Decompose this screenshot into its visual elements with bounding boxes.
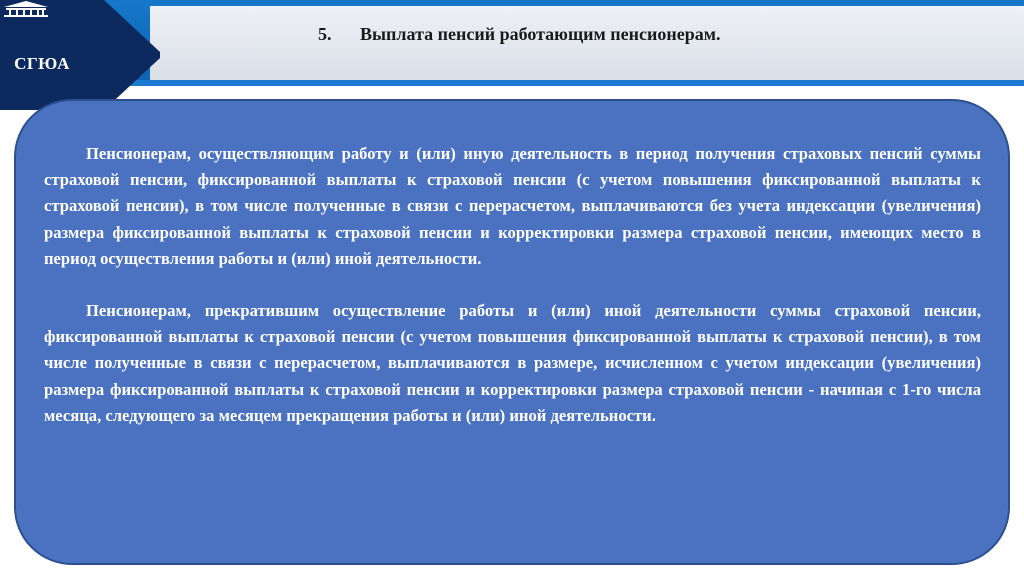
section-number: 5. [318, 24, 332, 44]
content-text [44, 141, 981, 455]
page-title [318, 24, 721, 45]
paragraph-stopped-working-pensioners: Пенсионерам, прекратившим осуществление работы и (или) иной деятельности суммы страховой пенсии, фиксированной выплаты к страховой пенсии (с учетом повышения фиксированной выплаты к страховой пенсии), в том числе полученные в связи с перерасчетом, выплачиваются в размере, исчисленном с учетом индексации (увеличения) размера фиксированной выплаты к страховой пенсии и корректировки размера страховой пенсии - начиная с 1-го числа месяца, следующего за месяцем прекращения работы и (или) иной деятельности. [44, 301, 981, 425]
logo-block [0, 0, 160, 110]
paragraph-working-pensioners: Пенсионерам, осуществляющим работу и (или) иную деятельность в период получения страховых пенсий суммы страховой пенсии, фиксированной выплаты к страховой пенсии (с учетом повышения фиксированной выплаты к страховой пенсии), в том числе полученные в связи с перерасчетом, выплачиваются без учета индексации (увеличения) размера фиксированной выплаты к страховой пенсии и корректировки размера страховой пенсии, имеющих место в период осуществления работы и (или) иной деятельности. [44, 144, 981, 268]
academy-building-icon [0, 0, 52, 18]
title-text: Выплата пенсий работающим пенсионерам. [360, 24, 721, 44]
logo-text: СГЮА [14, 54, 70, 73]
